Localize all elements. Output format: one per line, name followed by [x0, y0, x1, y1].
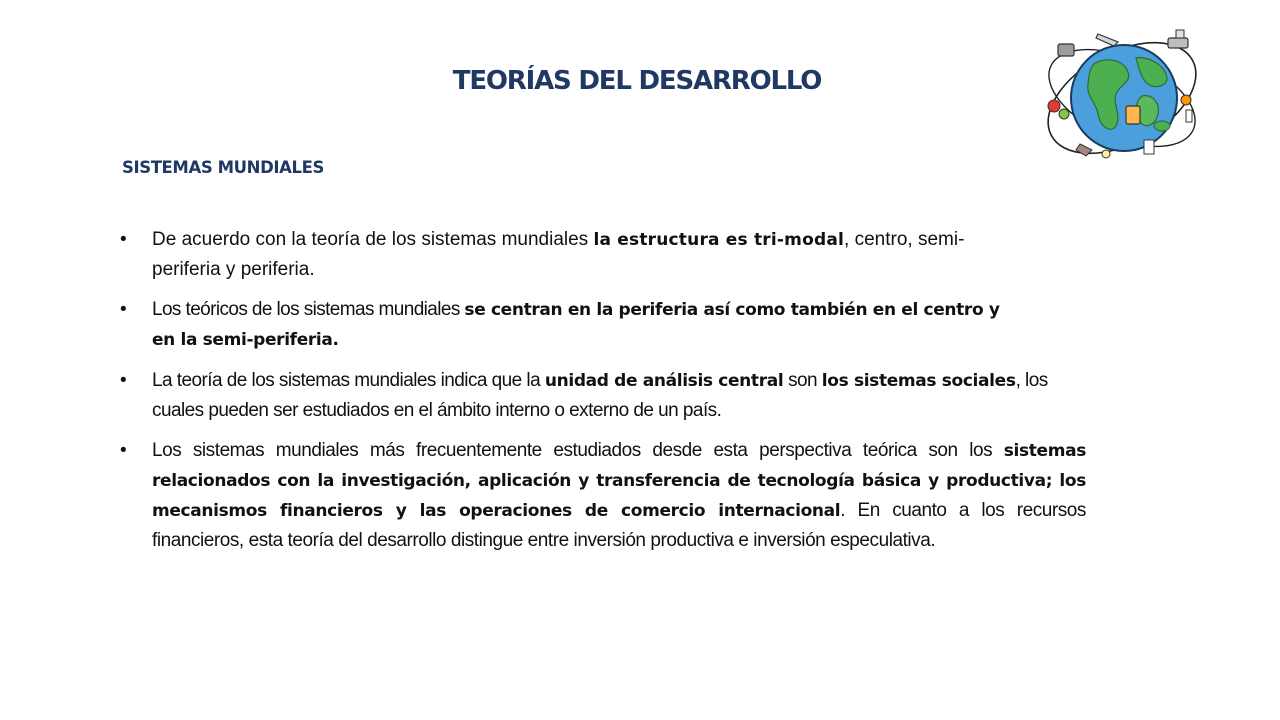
bullet-text: , centro, semi-periferia y periferia.: [152, 229, 965, 280]
bullet-emphasis: sistemas relacionados con la investigación, aplicación y transferencia de tecnología básica y productiva; los mecanismos financieros y las operaciones de comercio internacional: [152, 441, 1086, 521]
bullet-text: Los sistemas mundiales más frecuentemente estudiados desde esta perspectiva teórica son los: [152, 440, 1004, 461]
bullet-emphasis: la estructura es tri-modal: [593, 230, 845, 250]
bullet-text: La teoría de los sistemas mundiales indica que la: [152, 370, 545, 391]
bullet-item: [118, 436, 1086, 555]
bullet-text: De acuerdo con la teoría de los sistemas mundiales: [152, 229, 594, 250]
slide-title: TEORÍAS DEL DESARROLLO: [452, 66, 822, 96]
bullet-text: . En cuanto a los recursos financieros, esta teoría del desarrollo distingue entre inversión productiva e inversión especulativa.: [152, 500, 1086, 551]
globe-trade-icon: [1036, 22, 1206, 168]
bullet-text: son: [783, 370, 822, 391]
bullet-text: , los cuales pueden ser estudiados en el ámbito interno o externo de un país.: [152, 370, 1048, 421]
bullet-text: Los teóricos de los sistemas mundiales: [152, 299, 465, 320]
bullet-item: [118, 295, 1012, 355]
bullet-emphasis: unidad de análisis central: [544, 371, 784, 391]
bullet-list: [118, 225, 1086, 555]
bullet-emphasis: los sistemas sociales: [821, 371, 1016, 391]
bullet-item: [118, 366, 1052, 425]
bullet-item: [118, 225, 1012, 284]
section-subtitle: SISTEMAS MUNDIALES: [122, 158, 324, 177]
bullet-emphasis: se centran en la periferia así como también en el centro y en la semi-periferia.: [152, 300, 1000, 350]
